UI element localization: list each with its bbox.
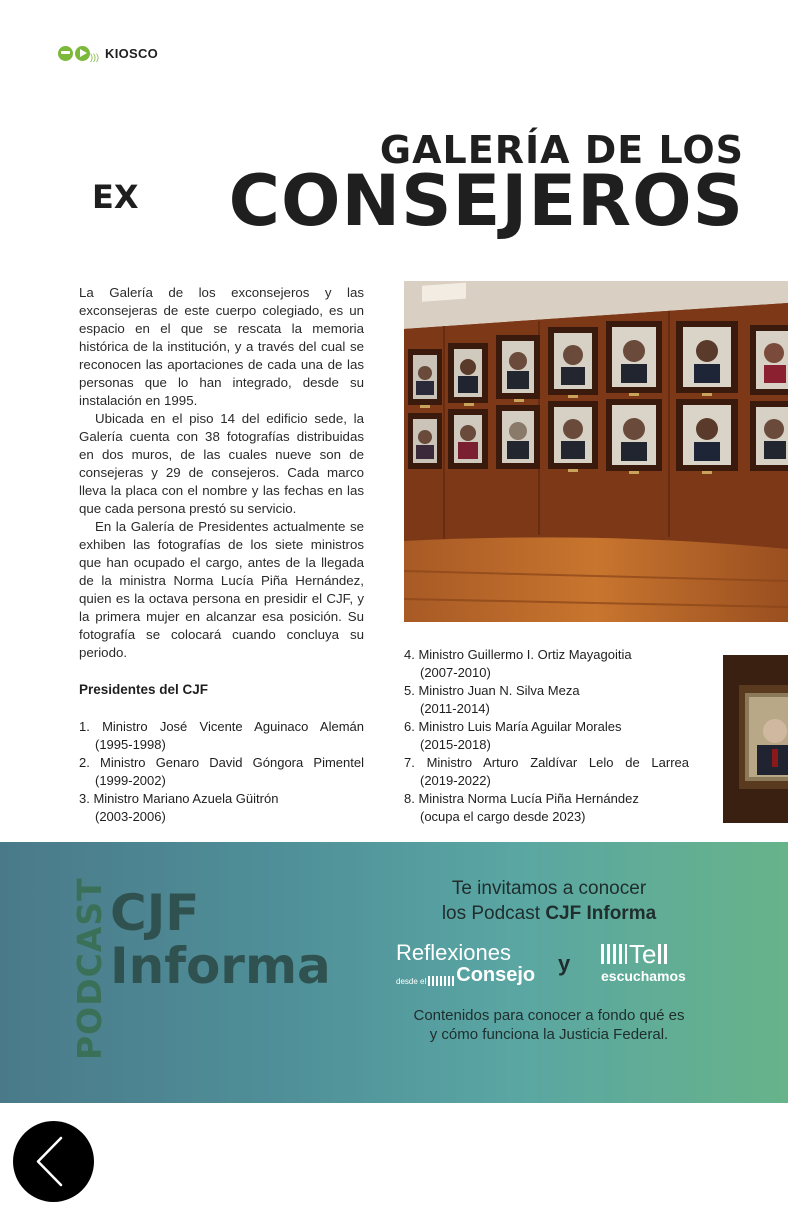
president-years: (2007-2010) <box>420 665 491 680</box>
chevron-left-icon <box>13 1121 94 1202</box>
kiosco-brand: KIOSCO <box>105 45 159 61</box>
play-icon <box>75 46 90 61</box>
kiosco-logo <box>58 44 99 62</box>
kiosco-logo-icon <box>58 46 73 61</box>
conjunction: y <box>558 951 571 976</box>
president-name: 8. Ministra Norma Lucía Piña Hernández <box>404 791 639 806</box>
podcast-cjf-label: CJF <box>110 884 200 942</box>
president-years: (ocupa el cargo desde 2023) <box>420 809 586 824</box>
list-item <box>404 646 689 682</box>
president-name: 2. Ministro Genaro David Góngora Pimentel <box>79 755 364 770</box>
article-paragraph: Ubicada en el piso 14 del edificio sede, la Galería cuenta con 38 fotografías distribuidas en dos muros, de las cuales nueve son de consejeras y 29 de consejeros. Cada marco lleva la placa con el nombre y las fechas en las que cada persona prestó su servicio. <box>79 411 364 516</box>
gallery-photo-illustration <box>404 281 788 622</box>
president-name: 7. Ministro Arturo Zaldívar Lelo de Larrea <box>404 755 689 770</box>
article-paragraph: La Galería de los exconsejeros y las exconsejeras de este cuerpo colegiado, es un espacio en el que se rescata la memoria histórica de la institución, y a través del cual se reconocen las aportaciones de cada una de las personas que lo han integrado, desde su instalación en 1995. <box>79 285 364 408</box>
list-item <box>404 718 689 754</box>
page-title-line1: GALERÍA DE LOS <box>379 128 744 172</box>
president-name: 5. Ministro Juan N. Silva Meza <box>404 683 580 698</box>
back-button[interactable] <box>13 1121 94 1202</box>
presidents-list-right <box>404 646 689 826</box>
soundwave-icon <box>601 944 627 964</box>
teescuchamos-podcast-logo[interactable] <box>601 939 686 984</box>
invite-line2-bold: CJF Informa <box>545 903 657 924</box>
sound-waves-icon: ))) <box>90 52 99 62</box>
portrait-thumbnail <box>723 655 788 823</box>
gallery-photo <box>404 281 788 622</box>
podcast-invite <box>396 876 702 926</box>
soundbars-icon <box>428 976 454 986</box>
te-word: Te <box>629 939 657 969</box>
portrait-thumbnail-illustration <box>723 655 788 823</box>
kiosco-header <box>58 44 158 62</box>
president-name: 1. Ministro José Vicente Aguinaco Alemán <box>79 719 364 734</box>
president-years: (1999-2002) <box>95 773 166 788</box>
page-title-prefix: EX <box>92 178 139 216</box>
list-item <box>404 682 689 718</box>
reflexiones-title: Reflexiones <box>396 940 511 965</box>
presidents-heading: Presidentes del CJF <box>79 682 209 697</box>
escuchamos-word: escuchamos <box>601 968 686 984</box>
reflexiones-bold: Consejo <box>456 964 536 986</box>
podcast-description <box>380 1006 718 1044</box>
reflexiones-small: desde el <box>396 977 427 986</box>
desc-line1: Contenidos para conocer a fondo qué es <box>413 1007 685 1024</box>
soundwave-icon <box>658 944 670 964</box>
list-item <box>79 790 364 826</box>
list-item <box>404 790 689 826</box>
president-years: (2015-2018) <box>420 737 491 752</box>
list-item <box>404 754 689 790</box>
invite-line2-prefix: los Podcast <box>441 903 546 924</box>
page-title-line2: CONSEJEROS <box>228 160 744 242</box>
president-years: (1995-1998) <box>95 737 166 752</box>
reflexiones-podcast-logo[interactable] <box>396 942 535 986</box>
president-years: (2003-2006) <box>95 809 166 824</box>
article-body <box>79 284 364 662</box>
invite-line1: Te invitamos a conocer <box>451 878 647 899</box>
article-paragraph: En la Galería de Presidentes actualmente se exhiben las fotografías de los siete ministros que han ocupado el cargo, antes de la llegada de la ministra Norma Lucía Piña Hernández, quien es la octava persona en presidir el CJF, y la primera mujer en alcanzar esa posición. Su fotografía se colocará cuando concluya su periodo. <box>79 519 364 660</box>
podcast-vertical-label: PODCAST <box>70 877 109 1060</box>
president-years: (2011-2014) <box>420 701 490 716</box>
presidents-list-left <box>79 718 364 826</box>
podcast-informa-label: Informa <box>110 937 331 995</box>
president-years: (2019-2022) <box>420 773 491 788</box>
president-name: 3. Ministro Mariano Azuela Güitrón <box>79 791 279 806</box>
president-name: 4. Ministro Guillermo I. Ortiz Mayagoitia <box>404 647 632 662</box>
president-name: 6. Ministro Luis María Aguilar Morales <box>404 719 622 734</box>
list-item <box>79 754 364 790</box>
list-item <box>79 718 364 754</box>
desc-line2: y cómo funciona la Justicia Federal. <box>429 1026 669 1043</box>
